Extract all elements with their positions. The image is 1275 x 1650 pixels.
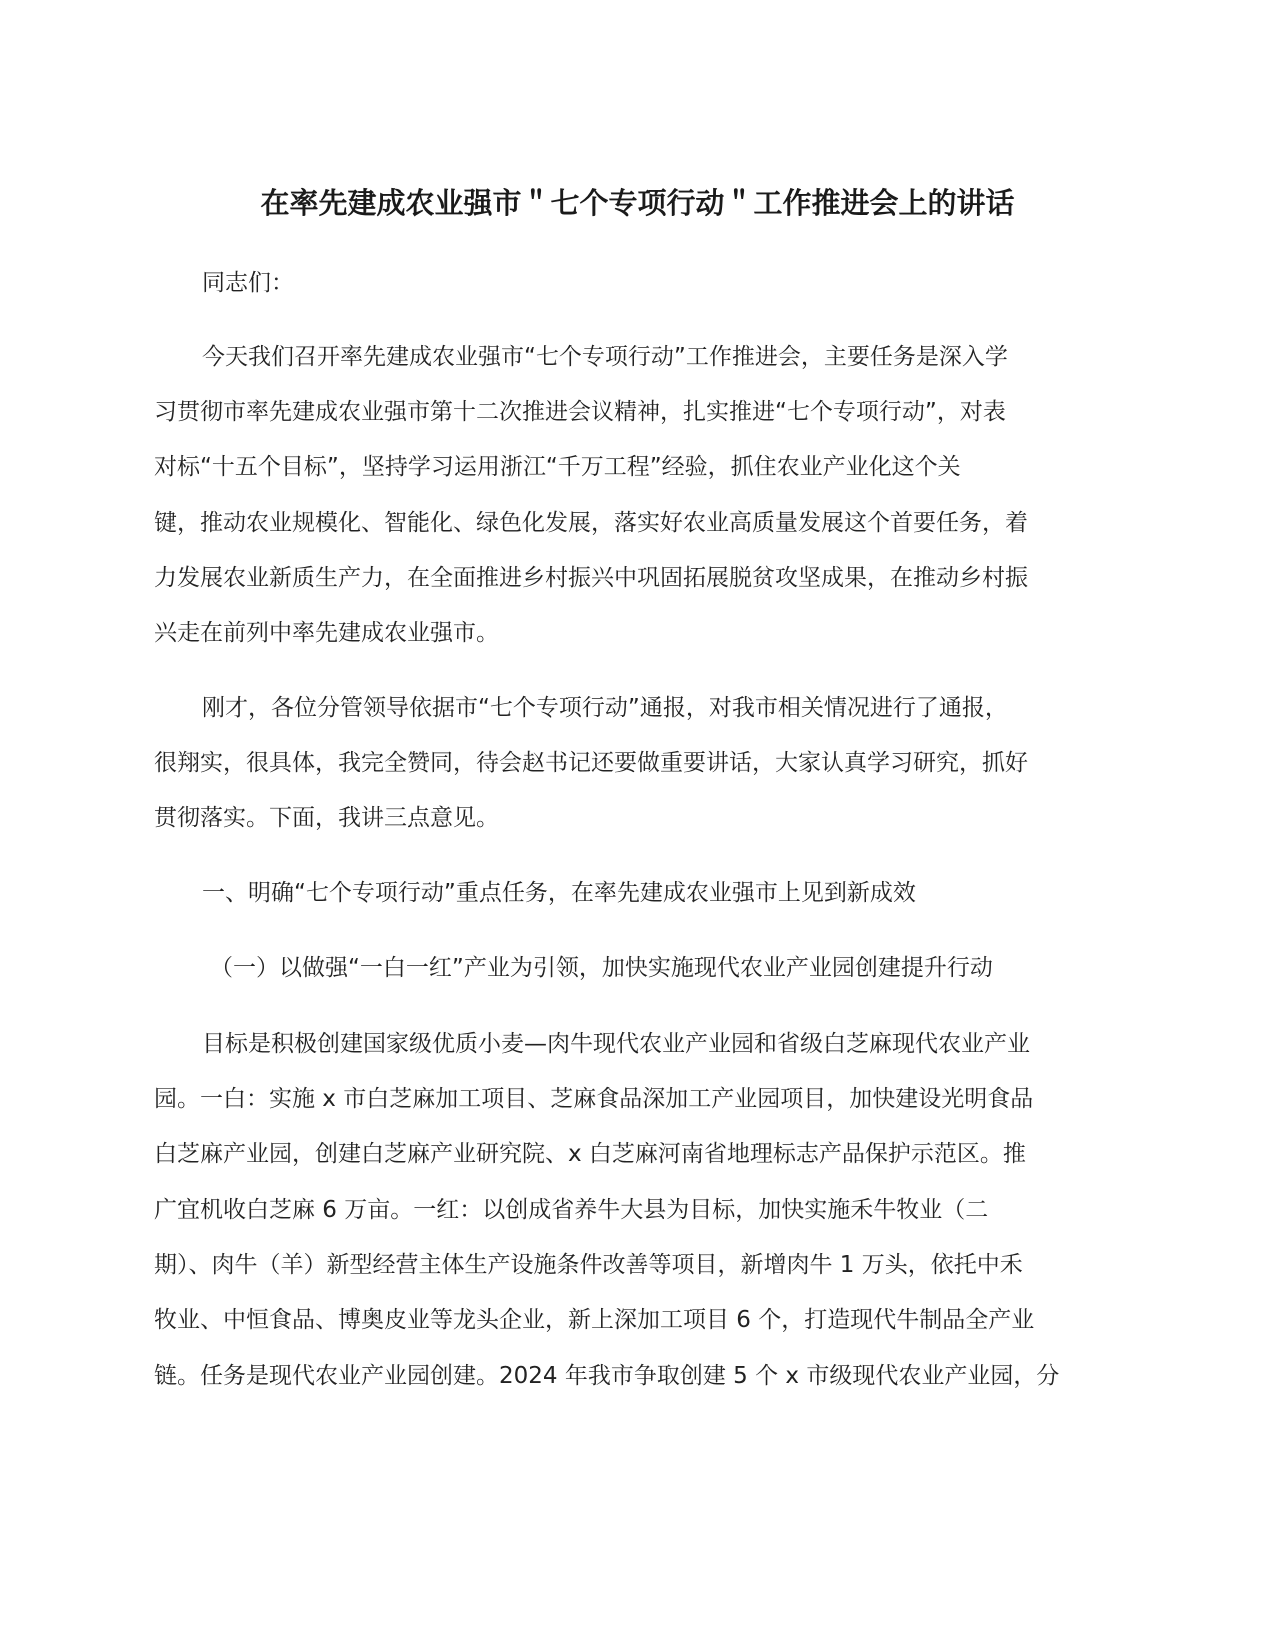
- paragraph-1-line-2: 习贯彻市率先建成农业强市第十二次推进会议精神，扎实推进“七个专项行动”，对表: [154, 399, 1006, 425]
- paragraph-3-line-4: 广宜机收白芝麻 6 万亩。一红：以创成省养牛大县为目标，加快实施禾牛牧业（二: [154, 1197, 989, 1223]
- paragraph-3-line-2: 园。一白：实施 x 市白芝麻加工项目、芝麻食品深加工产业园项目，加快建设光明食品: [154, 1086, 1034, 1112]
- section-heading-1: 一、明确“七个专项行动”重点任务，在率先建成农业强市上见到新成效: [202, 880, 916, 906]
- paragraph-1-line-6: 兴走在前列中率先建成农业强市。: [154, 620, 499, 646]
- paragraph-1-line-1: 今天我们召开率先建成农业强市“七个专项行动”工作推进会，主要任务是深入学: [202, 344, 1008, 370]
- paragraph-2-line-3: 贯彻落实。下面，我讲三点意见。: [154, 805, 499, 831]
- subsection-heading-1: （一）以做强“一白一红”产业为引领，加快实施现代农业产业园创建提升行动: [210, 955, 993, 981]
- paragraph-3-line-1: 目标是积极创建国家级优质小麦—肉牛现代农业产业园和省级白芝麻现代农业产业: [202, 1031, 1030, 1057]
- paragraph-1-line-3: 对标“十五个目标”，坚持学习运用浙江“千万工程”经验，抓住农业产业化这个关: [154, 454, 961, 480]
- paragraph-3-line-5: 期）、肉牛（羊）新型经营主体生产设施条件改善等项目，新增肉牛 1 万头，依托中禾: [154, 1252, 1023, 1278]
- paragraph-3-line-7: 链。任务是现代农业产业园创建。2024 年我市争取创建 5 个 x 市级现代农业产业园，分: [154, 1363, 1060, 1389]
- paragraph-1-line-4: 键，推动农业规模化、智能化、绿色化发展，落实好农业高质量发展这个首要任务，着: [154, 510, 1028, 536]
- paragraph-2-line-1: 刚才，各位分管领导依据市“七个专项行动”通报，对我市相关情况进行了通报，: [202, 695, 1008, 721]
- paragraph-1-line-5: 力发展农业新质生产力，在全面推进乡村振兴中巩固拓展脱贫攻坚成果，在推动乡村振: [154, 565, 1028, 591]
- paragraph-2-line-2: 很翔实，很具体，我完全赞同，待会赵书记还要做重要讲话，大家认真学习研究，抓好: [154, 750, 1028, 776]
- document-title: 在率先建成农业强市＂七个专项行动＂工作推进会上的讲话: [260, 186, 1015, 220]
- paragraph-3-line-6: 牧业、中恒食品、博奥皮业等龙头企业，新上深加工项目 6 个，打造现代牛制品全产业: [154, 1307, 1035, 1333]
- salutation: 同志们：: [202, 270, 294, 296]
- paragraph-3-line-3: 白芝麻产业园，创建白芝麻产业研究院、x 白芝麻河南省地理标志产品保护示范区。推: [154, 1141, 1026, 1167]
